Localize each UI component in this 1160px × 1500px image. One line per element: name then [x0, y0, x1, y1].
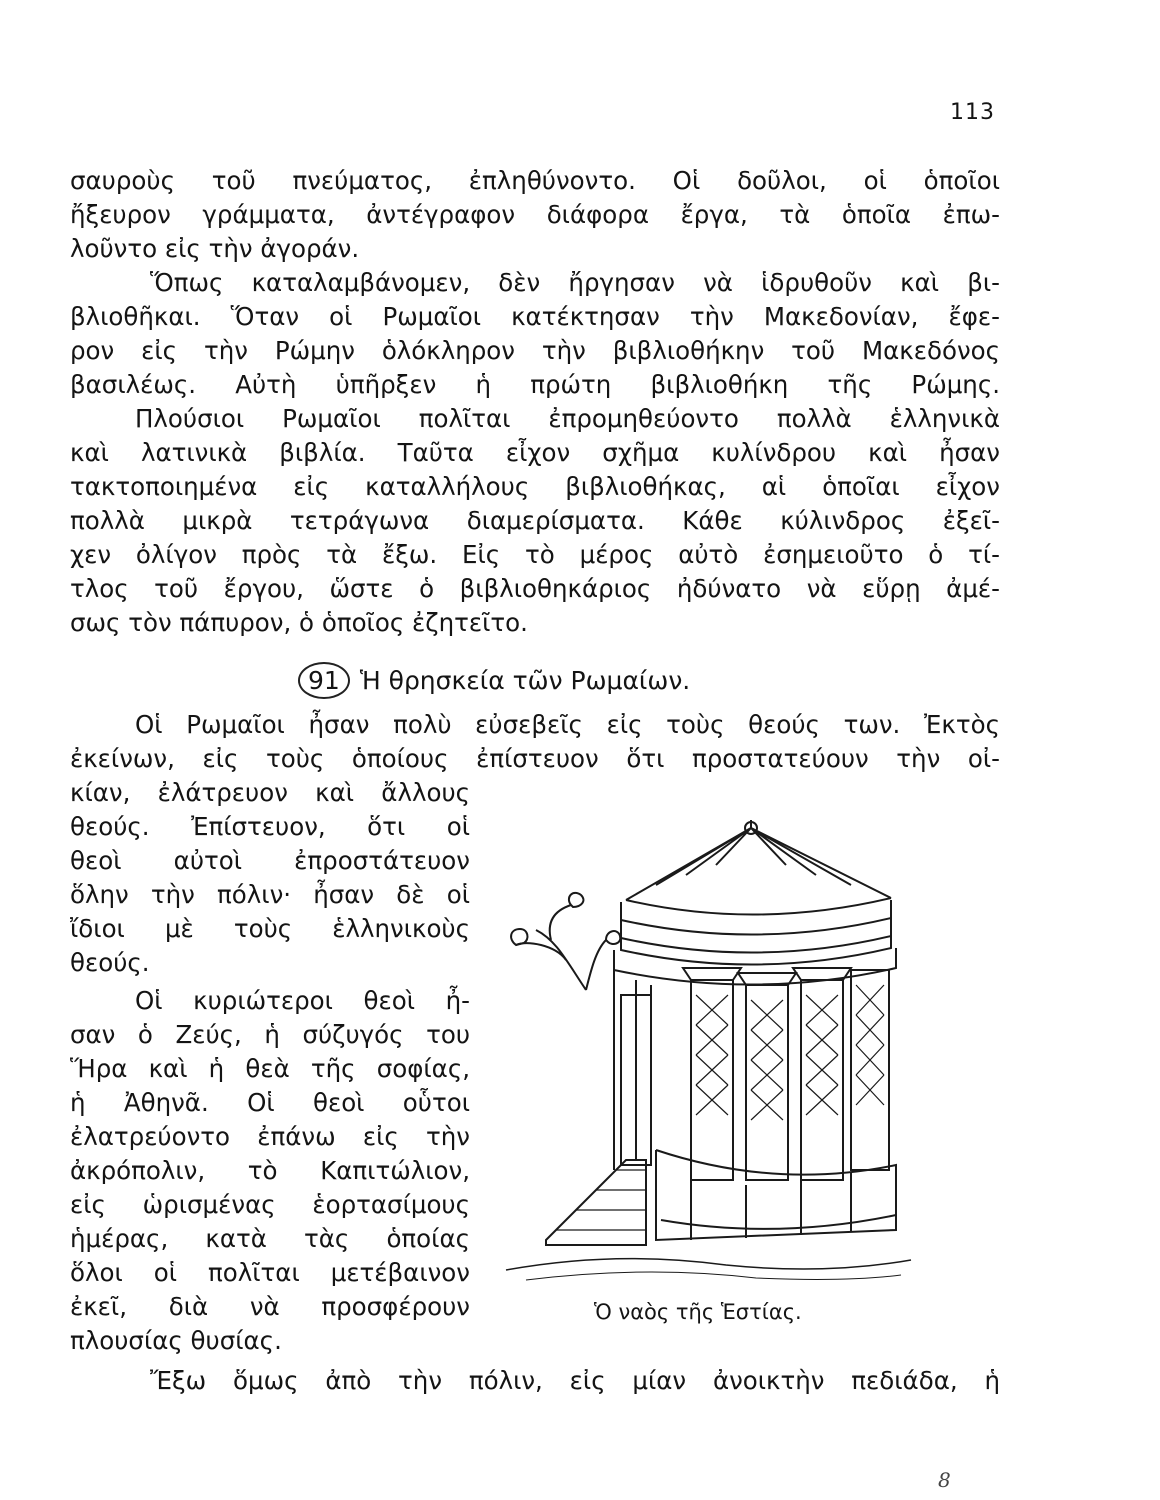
text-line: βλιοθῆκαι. Ὅταν οἱ Ρωμαῖοι κατέκτησαν τὴν Μακεδονίαν, ἔφε-	[70, 302, 1000, 331]
text-line: ρον εἰς τὴν Ρώμην ὁλόκληρον τὴν βιβλιοθήκην τοῦ Μακεδόνος	[70, 336, 1000, 365]
text-line: Ἥρα καὶ ἡ θεὰ τῆς σοφίας,	[70, 1054, 470, 1083]
text-line: τλος τοῦ ἔργου, ὥστε ὁ βιβλιοθηκάριος ἠδύνατο νὰ εὕρῃ ἀμέ-	[70, 574, 1000, 603]
text-line: ἐκεῖ, διὰ νὰ προσφέρουν	[70, 1292, 470, 1321]
section-title: Ἡ θρησκεία τῶν Ρωμαίων.	[359, 666, 691, 695]
text-line: πολλὰ μικρὰ τετράγωνα διαμερίσματα. Κάθε κύλινδρος ἐξεῖ-	[70, 506, 1000, 535]
text-line: Ἔξω ὅμως ἀπὸ τὴν πόλιν, εἰς μίαν ἀνοικτὴν πεδιάδα, ἡ	[150, 1366, 1000, 1395]
figure-caption: Ὁ ναὸς τῆς Ἑστίας.	[594, 1300, 802, 1324]
text-line: ἤξευρον γράμματα, ἀντέγραφον διάφορα ἔργα, τὰ ὁποῖα ἐπω-	[70, 200, 1000, 229]
text-line: ἐλατρεύοντο ἐπάνω εἰς τὴν	[70, 1122, 470, 1151]
text-line: καὶ λατινικὰ βιβλία. Ταῦτα εἶχον σχῆμα κυλίνδρου καὶ ἦσαν	[70, 438, 1000, 467]
text-line: ἡ Ἀθηνᾶ. Οἱ θεοὶ οὗτοι	[70, 1088, 470, 1117]
text-line: εἰς ὡρισμένας ἑορτασίμους	[70, 1190, 470, 1219]
text-line: Πλούσιοι Ρωμαῖοι πολῖται ἐπρομηθεύοντο πολλὰ ἑλληνικὰ	[135, 404, 1000, 433]
text-line: πλουσίας θυσίας.	[70, 1326, 282, 1355]
section-heading	[298, 662, 690, 699]
text-line: λοῦντο εἰς τὴν ἀγοράν.	[70, 234, 360, 263]
text-line: ἡμέρας, κατὰ τὰς ὁποίας	[70, 1224, 470, 1253]
text-line: κίαν, ἐλάτρευον καὶ ἄλλους	[70, 778, 470, 807]
text-line: Οἱ Ρωμαῖοι ἦσαν πολὺ εὐσεβεῖς εἰς τοὺς θεούς των. Ἐκτὸς	[135, 710, 1000, 739]
text-line: θεούς. Ἐπίστευον, ὅτι οἱ	[70, 812, 470, 841]
section-number: 91	[298, 662, 350, 699]
text-line: ἀκρόπολιν, τὸ Καπιτώλιον,	[70, 1156, 470, 1185]
text-line: Οἱ κυριώτεροι θεοὶ ἦ-	[135, 986, 470, 1015]
page-number: 113	[950, 100, 995, 125]
folio-mark: 8	[938, 1468, 951, 1492]
text-line: σως τὸν πάπυρον, ὁ ὁποῖος ἐζητεῖτο.	[70, 608, 528, 637]
text-line: Ὅπως καταλαμβάνομεν, δὲν ἤργησαν νὰ ἱδρυθοῦν καὶ βι-	[150, 268, 1000, 297]
temple-of-vesta-illustration	[496, 820, 916, 1290]
text-line: ἴδιοι μὲ τοὺς ἑλληνικοὺς	[70, 914, 470, 943]
text-line: ἐκείνων, εἰς τοὺς ὁποίους ἐπίστευον ὅτι προστατεύουν τὴν οἰ-	[70, 744, 1000, 773]
text-line: βασιλέως. Αὐτὴ ὑπῆρξεν ἡ πρώτη βιβλιοθήκη τῆς Ρώμης.	[70, 370, 1000, 399]
text-line: σαυροὺς τοῦ πνεύματος, ἐπληθύνοντο. Οἱ δοῦλοι, οἱ ὁποῖοι	[70, 166, 1000, 195]
text-line: θεοὶ αὐτοὶ ἐπροστάτευον	[70, 846, 470, 875]
text-line: χεν ὀλίγον πρὸς τὰ ἔξω. Εἰς τὸ μέρος αὐτὸ ἐσημειοῦτο ὁ τί-	[70, 540, 1000, 569]
text-line: ὅλην τὴν πόλιν· ἦσαν δὲ οἱ	[70, 880, 470, 909]
text-line: τακτοποιημένα εἰς καταλλήλους βιβλιοθήκας, αἱ ὁποῖαι εἶχον	[70, 472, 1000, 501]
text-line: σαν ὁ Ζεύς, ἡ σύζυγός του	[70, 1020, 470, 1049]
text-line: ὅλοι οἱ πολῖται μετέβαινον	[70, 1258, 470, 1287]
text-line: θεούς.	[70, 948, 150, 977]
